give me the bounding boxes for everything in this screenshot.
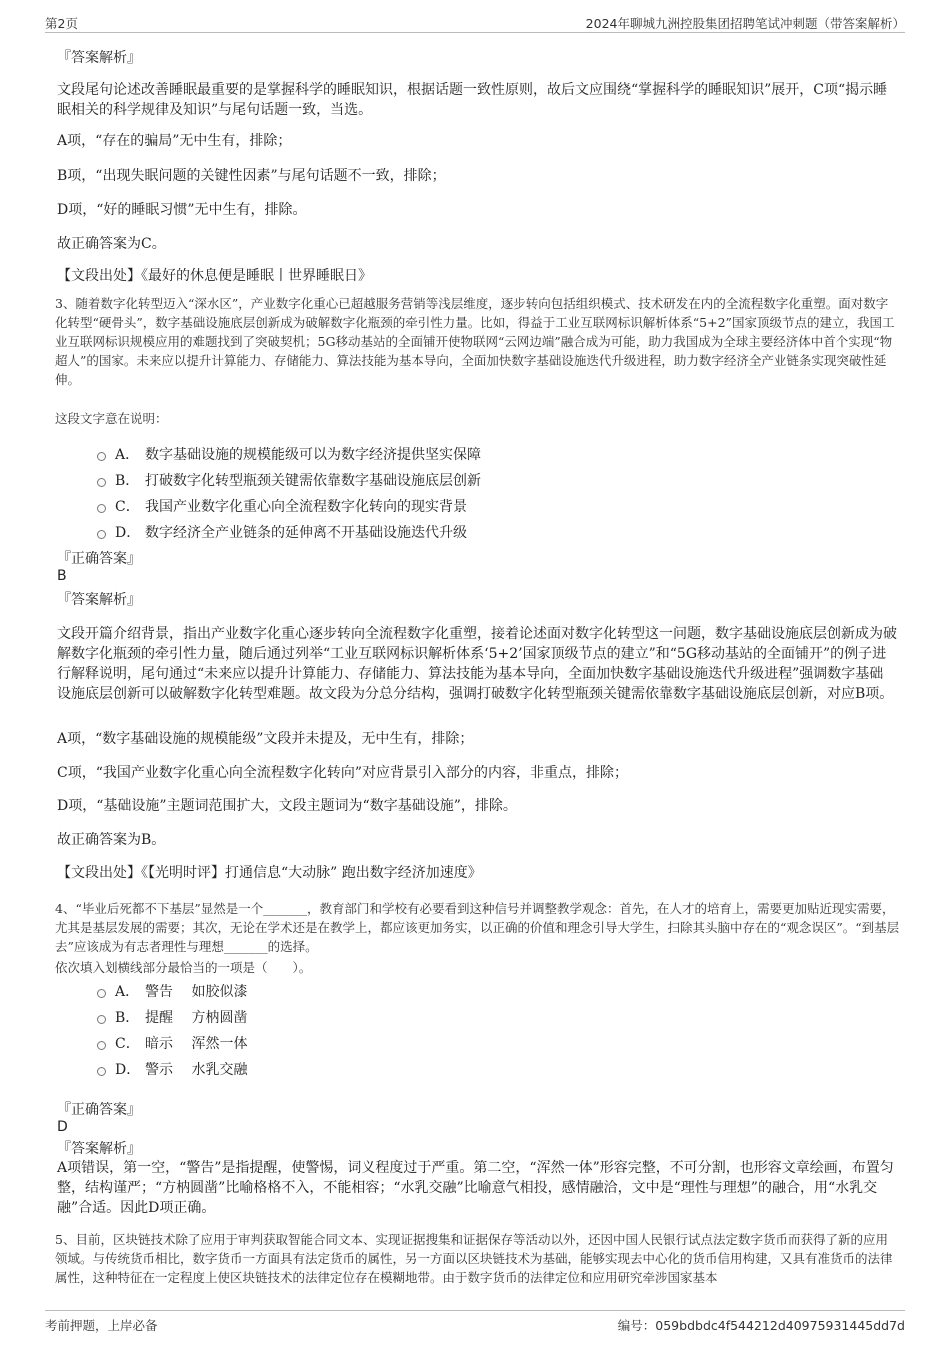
radio-icon[interactable]	[97, 1041, 106, 1050]
q3-conclusion: 故正确答案为B。	[57, 832, 166, 848]
radio-icon[interactable]	[97, 1067, 106, 1076]
q3-option-d-analysis: D项，“基础设施”主题词范围扩大，文段主题词为“数字基础设施”，排除。	[57, 798, 517, 814]
q3-option-b[interactable]: B． 打破数字化转型瓶颈关键需依靠数字基础设施底层创新	[97, 467, 797, 493]
q2-analysis-body: 文段尾句论述改善睡眠最重要的是掌握科学的睡眠知识，根据话题一致性原则，故后文应围绕“掌握科学的睡眠知识”展开，C项“揭示睡眠相关的科学规律及知识”与尾句话题一致，当选。	[57, 82, 888, 118]
radio-icon[interactable]	[97, 989, 106, 998]
q4-analysis-body: A项错误，第一空，“警告”是指提醒，使警惕，词义程度过于严重。第二空，“浑然一体”形容完整，不可分割，也形容文章绘画，布置匀整，结构谨严；“方枘圆凿”比喻格格不入，不能相容；“水乳交融”比喻意气相投，感情融洽，文中是“理性与理想”的融合，用“水乳交融”合适。因此D项正确。	[57, 1160, 894, 1216]
document-title: 2024年聊城九洲控股集团招聘笔试冲刺题（带答案解析）	[585, 16, 905, 31]
radio-icon[interactable]	[97, 478, 106, 487]
radio-icon[interactable]	[97, 530, 106, 539]
q3-answer: B	[57, 568, 67, 584]
q4-option-b[interactable]: B． 提醒 方枘圆凿	[97, 1004, 797, 1030]
document-code: 编号：059bdbdc4f544212d40975931445dd7d	[617, 1318, 905, 1333]
radio-icon[interactable]	[97, 452, 106, 461]
footer-slogan: 考前押题，上岸必备	[45, 1318, 158, 1333]
q4-option-a[interactable]: A． 警告 如胶似漆	[97, 978, 797, 1004]
q3-option-a-analysis: A项，“数字基础设施的规模能级”文段并未提及，无中生有，排除；	[57, 731, 474, 747]
q3-option-c[interactable]: C． 我国产业数字化重心向全流程数字化转向的现实背景	[97, 493, 797, 519]
q2-source: 【文段出处】《最好的休息便是睡眠丨世界睡眠日》	[57, 268, 372, 284]
q3-source: 【文段出处】《【光明时评】打通信息“大动脉” 跑出数字经济加速度》	[57, 865, 482, 881]
radio-icon[interactable]	[97, 1015, 106, 1024]
radio-icon[interactable]	[97, 504, 106, 513]
q4-answer: D	[57, 1119, 68, 1135]
q5-stem: 5、目前，区块链技术除了应用于审判获取智能合同文本、实现证据搜集和证据保存等活动以外，还因中国人民银行试点法定数字货币而获得了新的应用领域。与传统货币相比，数字货币一方面具有法定货币的属性，另一方面以区块链技术为基础，能够实现去中心化的货币信用构建，又具有准货币的法律属性，这种特征在一定程度上使区块链技术的法律定位存在模糊地带。由于数字货币的法律定位和应用研究牵涉国家基本	[55, 1232, 893, 1285]
q3-analysis-body: 文段开篇介绍背景，指出产业数字化重心逐步转向全流程数字化重塑，接着论述面对数字化转型这一问题，数字基础设施底层创新成为破解数字化瓶颈的牵引性力量，随后通过列举“工业互联网标识解析体系‘5+2’国家顶级节点的建立”和“5G移动基站的全面铺开”的例子进行解释说明，尾句通过“未来应以提升计算能力、存储能力、算法技能为基本导向，全面加快数字基础设施迭代升级进程”强调数字基础设施底层创新可以破解数字化转型难题。故文段为分总分结构，强调打破数字化转型瓶颈关键需依靠数字基础设施底层创新，对应B项。	[57, 626, 897, 702]
q4-analysis-title: 『答案解析』	[57, 1141, 141, 1157]
q2-conclusion: 故正确答案为C。	[57, 236, 166, 252]
q3-question: 这段文字意在说明：	[55, 411, 168, 426]
q3-answer-title: 『正确答案』	[57, 551, 141, 567]
q4-option-d[interactable]: D． 警示 水乳交融	[97, 1056, 797, 1082]
page-header	[45, 10, 905, 33]
q4-options	[97, 978, 797, 1082]
q4-stem: 4、“毕业后死都不下基层”显然是一个_______，教育部门和学校有必要看到这种信号并调整教学观念：首先，在人才的培育上，需要更加贴近现实需要，尤其是基层发展的需要；其次，无论在学术还是在教学上，都应该更加务实，以正确的价值和理念引导大学生，扫除其头脑中存在的“观念误区”。“到基层去”应该成为有志者理性与理想_______的选择。	[55, 901, 900, 954]
q3-stem: 3、随着数字化转型迈入“深水区”，产业数字化重心已超越服务营销等浅层维度，逐步转向包括组织模式、技术研发在内的全流程数字化重塑。面对数字化转型“硬骨头”，数字基础设施底层创新成为破解数字化瓶颈的牵引性力量。比如，得益于工业互联网标识解析体系“5+2”国家顶级节点的建立，我国工业互联网标识规模应用的难题找到了突破契机；5G移动基站的全面铺开使物联网“云网边端”融合成为可能，助力我国成为全球主要经济体中首个实现“物超人”的国家。未来应以提升计算能力、存储能力、算法技能为基本导向，全面加快数字基础设施迭代升级进程，助力数字经济全产业链条实现突破性延伸。	[55, 296, 895, 387]
q4-question: 依次填入划横线部分最恰当的一项是（ ）。	[55, 960, 312, 975]
q4-answer-title: 『正确答案』	[57, 1102, 141, 1118]
page-number: 第2页	[45, 16, 78, 31]
q3-option-d[interactable]: D． 数字经济全产业链条的延伸离不开基础设施迭代升级	[97, 519, 797, 545]
q3-option-a[interactable]: A． 数字基础设施的规模能级可以为数字经济提供坚实保障	[97, 441, 797, 467]
page-footer	[45, 1310, 905, 1333]
q4-option-c[interactable]: C． 暗示 浑然一体	[97, 1030, 797, 1056]
q2-analysis-title: 『答案解析』	[57, 50, 141, 66]
q2-option-a-analysis: A项，“存在的骗局”无中生有，排除；	[57, 133, 292, 149]
q3-option-c-analysis: C项，“我国产业数字化重心向全流程数字化转向”对应背景引入部分的内容，非重点，排除；	[57, 765, 629, 781]
q3-analysis-title: 『答案解析』	[57, 592, 141, 608]
q3-options	[97, 441, 797, 545]
q2-option-d-analysis: D项，“好的睡眠习惯”无中生有，排除。	[57, 202, 307, 218]
q2-option-b-analysis: B项，“出现失眠问题的关键性因素”与尾句话题不一致，排除；	[57, 168, 446, 184]
